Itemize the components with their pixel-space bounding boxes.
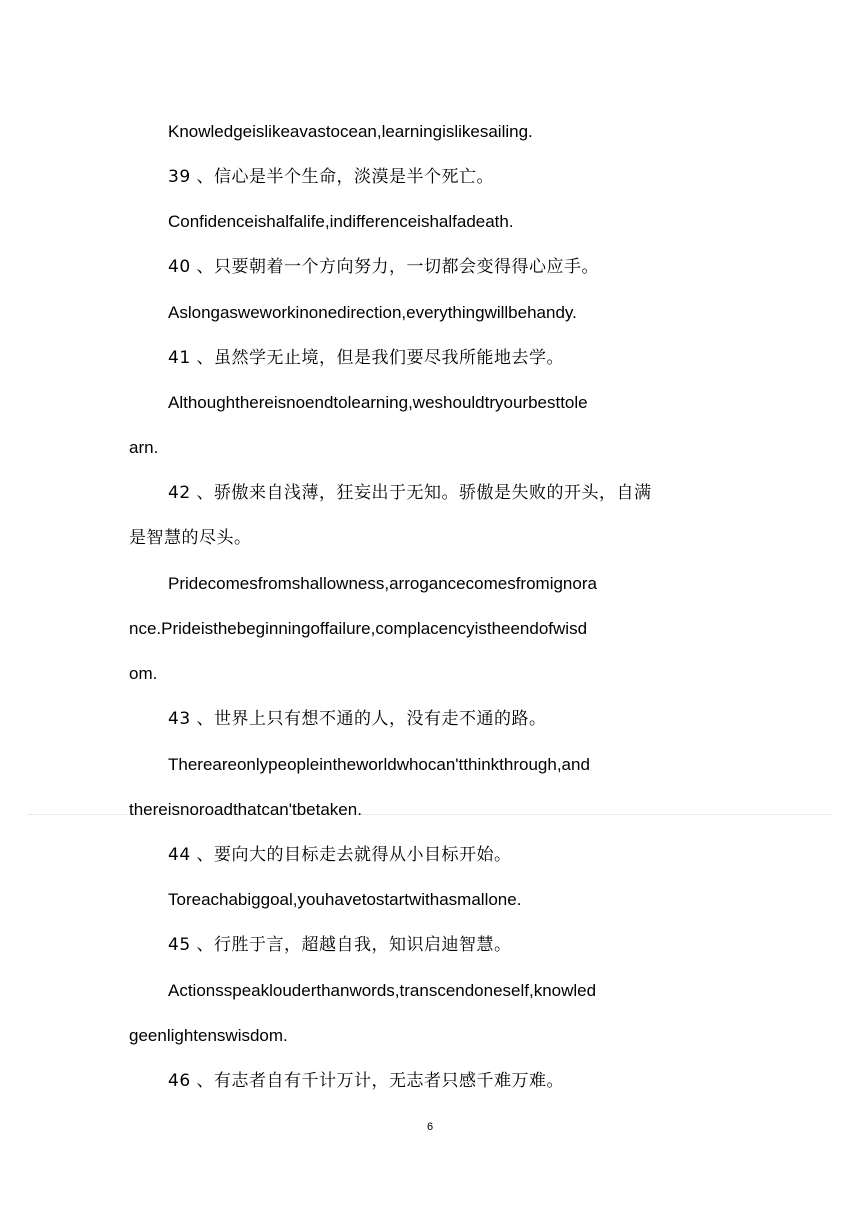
- text-line: 42 、骄傲来自浅薄，狂妄出于无知。骄傲是失败的开头，自满: [168, 483, 652, 503]
- text-line: Aslongasweworkinonedirection,everythingwillbehandy.: [168, 303, 577, 322]
- text-line: thereisnoroadthatcan'tbetaken.: [129, 800, 362, 819]
- page-number: 6: [426, 1121, 434, 1133]
- text-line: Confidenceishalfalife,indifferenceishalfadeath.: [168, 212, 514, 231]
- text-line: nce.Prideisthebeginningoffailure,complacencyistheendofwisd: [129, 619, 588, 638]
- text-line: Thereareonlypeopleintheworldwhocan'tthinkthrough,and: [168, 755, 590, 774]
- text-line: Althoughthereisnoendtolearning,weshouldtryourbesttole: [168, 393, 588, 412]
- text-line: om.: [129, 664, 158, 683]
- text-line: Toreachabiggoal,youhavetostartwithasmallone.: [168, 890, 522, 909]
- text-line: 45 、行胜于言，超越自我，知识启迪智慧。: [168, 935, 512, 955]
- text-line: 40 、只要朝着一个方向努力，一切都会变得得心应手。: [168, 257, 600, 277]
- text-line: 46 、有志者自有千计万计，无志者只感千难万难。: [168, 1071, 565, 1091]
- text-line: 43 、世界上只有想不通的人，没有走不通的路。: [168, 709, 547, 729]
- text-line: 39 、信心是半个生命，淡漠是半个死亡。: [168, 167, 495, 187]
- text-line: geenlightenswisdom.: [129, 1026, 288, 1045]
- text-line: 41 、虽然学无止境，但是我们要尽我所能地去学。: [168, 348, 565, 368]
- text-line: Pridecomesfromshallowness,arrogancecomesfromignora: [168, 574, 597, 593]
- text-line: arn.: [129, 438, 159, 457]
- text-line: Knowledgeislikeavastocean,learningislikesailing.: [168, 122, 533, 141]
- text-line: Actionsspeaklouderthanwords,transcendoneself,knowled: [168, 981, 597, 1000]
- text-line: 是智慧的尽头。: [129, 528, 252, 548]
- text-line: 44 、要向大的目标走去就得从小目标开始。: [168, 845, 512, 865]
